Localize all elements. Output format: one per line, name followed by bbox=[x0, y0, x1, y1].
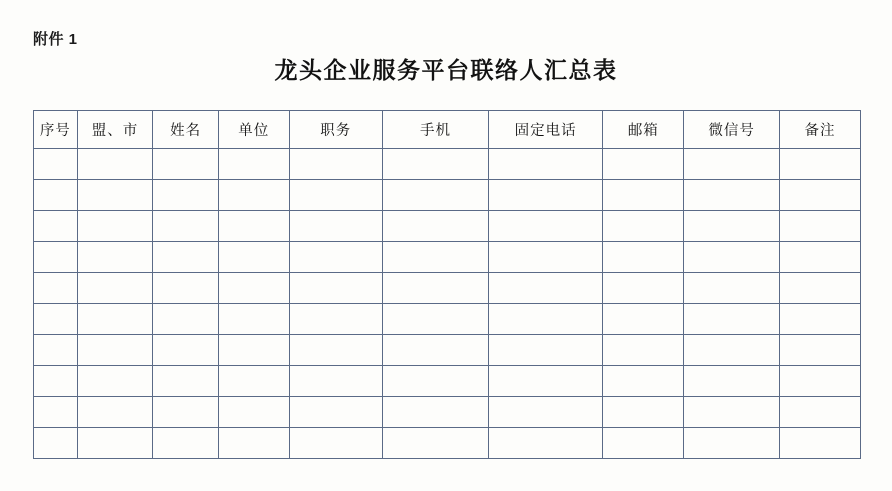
column-header-remarks: 备注 bbox=[779, 111, 860, 149]
table-cell[interactable] bbox=[603, 335, 684, 366]
table-cell[interactable] bbox=[684, 273, 780, 304]
table-row bbox=[34, 180, 861, 211]
table-cell[interactable] bbox=[383, 397, 489, 428]
table-row bbox=[34, 366, 861, 397]
table-cell[interactable] bbox=[153, 428, 218, 459]
table-cell[interactable] bbox=[489, 304, 603, 335]
table-cell[interactable] bbox=[489, 180, 603, 211]
table-cell[interactable] bbox=[77, 335, 153, 366]
table-cell[interactable] bbox=[603, 304, 684, 335]
table-cell[interactable] bbox=[383, 335, 489, 366]
table-cell[interactable] bbox=[684, 211, 780, 242]
table-cell[interactable] bbox=[289, 273, 383, 304]
table-cell[interactable] bbox=[153, 273, 218, 304]
table-cell[interactable] bbox=[489, 397, 603, 428]
table-cell[interactable] bbox=[77, 211, 153, 242]
table-cell[interactable] bbox=[289, 242, 383, 273]
table-cell[interactable] bbox=[779, 211, 860, 242]
table-cell[interactable] bbox=[218, 211, 289, 242]
column-header-position: 职务 bbox=[289, 111, 383, 149]
table-cell[interactable] bbox=[684, 149, 780, 180]
table-cell[interactable] bbox=[218, 273, 289, 304]
column-header-landline: 固定电话 bbox=[489, 111, 603, 149]
table-header-row bbox=[34, 111, 861, 149]
table-cell[interactable] bbox=[77, 180, 153, 211]
table-cell[interactable] bbox=[153, 211, 218, 242]
table-cell[interactable] bbox=[218, 335, 289, 366]
table-cell[interactable] bbox=[489, 428, 603, 459]
table-cell[interactable] bbox=[603, 211, 684, 242]
table-cell[interactable] bbox=[289, 180, 383, 211]
table-cell[interactable] bbox=[684, 335, 780, 366]
table-cell[interactable] bbox=[77, 273, 153, 304]
table-row bbox=[34, 242, 861, 273]
table-cell[interactable] bbox=[34, 149, 78, 180]
table-cell[interactable] bbox=[289, 335, 383, 366]
table-cell[interactable] bbox=[34, 397, 78, 428]
table-row bbox=[34, 304, 861, 335]
column-header-name: 姓名 bbox=[153, 111, 218, 149]
page-title: 龙头企业服务平台联络人汇总表 bbox=[274, 58, 618, 83]
table-cell[interactable] bbox=[34, 180, 78, 211]
column-header-mobile: 手机 bbox=[383, 111, 489, 149]
table-cell[interactable] bbox=[289, 304, 383, 335]
table-cell[interactable] bbox=[779, 180, 860, 211]
table-cell[interactable] bbox=[489, 335, 603, 366]
column-header-wechat: 微信号 bbox=[684, 111, 780, 149]
table-cell[interactable] bbox=[218, 242, 289, 273]
table-cell[interactable] bbox=[34, 273, 78, 304]
table-cell[interactable] bbox=[34, 304, 78, 335]
table-cell[interactable] bbox=[34, 211, 78, 242]
table-cell[interactable] bbox=[603, 273, 684, 304]
table-row bbox=[34, 273, 861, 304]
attachment-label: 附件 1 bbox=[33, 31, 78, 48]
table-cell[interactable] bbox=[383, 428, 489, 459]
table-cell[interactable] bbox=[489, 366, 603, 397]
table-cell[interactable] bbox=[77, 242, 153, 273]
table-cell[interactable] bbox=[34, 366, 78, 397]
table-cell[interactable] bbox=[153, 242, 218, 273]
table-cell[interactable] bbox=[779, 366, 860, 397]
table-cell[interactable] bbox=[289, 428, 383, 459]
table-row bbox=[34, 428, 861, 459]
table-cell[interactable] bbox=[289, 149, 383, 180]
table-cell[interactable] bbox=[153, 149, 218, 180]
column-header-league-city: 盟、市 bbox=[77, 111, 153, 149]
table-cell[interactable] bbox=[684, 304, 780, 335]
table-cell[interactable] bbox=[77, 397, 153, 428]
table-cell[interactable] bbox=[779, 397, 860, 428]
table-row bbox=[34, 211, 861, 242]
table-cell[interactable] bbox=[383, 149, 489, 180]
table-cell[interactable] bbox=[603, 428, 684, 459]
table-cell[interactable] bbox=[153, 180, 218, 211]
table-cell[interactable] bbox=[603, 149, 684, 180]
table-cell[interactable] bbox=[218, 397, 289, 428]
table-cell[interactable] bbox=[603, 397, 684, 428]
table-row bbox=[34, 149, 861, 180]
table-cell[interactable] bbox=[218, 304, 289, 335]
table-cell[interactable] bbox=[77, 304, 153, 335]
table-row bbox=[34, 397, 861, 428]
table-cell[interactable] bbox=[383, 242, 489, 273]
table-cell[interactable] bbox=[779, 304, 860, 335]
table-cell[interactable] bbox=[779, 149, 860, 180]
table-cell[interactable] bbox=[383, 366, 489, 397]
table-cell[interactable] bbox=[684, 242, 780, 273]
column-header-unit: 单位 bbox=[218, 111, 289, 149]
table-cell[interactable] bbox=[489, 273, 603, 304]
table-cell[interactable] bbox=[684, 180, 780, 211]
table-cell[interactable] bbox=[289, 211, 383, 242]
table-cell[interactable] bbox=[603, 242, 684, 273]
table-cell[interactable] bbox=[684, 428, 780, 459]
table-cell[interactable] bbox=[153, 335, 218, 366]
table-cell[interactable] bbox=[34, 335, 78, 366]
column-header-index: 序号 bbox=[34, 111, 78, 149]
table-row bbox=[34, 335, 861, 366]
table-cell[interactable] bbox=[489, 149, 603, 180]
table-cell[interactable] bbox=[383, 304, 489, 335]
table-body bbox=[34, 149, 861, 459]
table-cell[interactable] bbox=[779, 242, 860, 273]
column-header-email: 邮箱 bbox=[603, 111, 684, 149]
contact-table-container bbox=[33, 110, 861, 459]
table-cell[interactable] bbox=[77, 149, 153, 180]
table-cell[interactable] bbox=[603, 366, 684, 397]
table-cell[interactable] bbox=[153, 397, 218, 428]
table-cell[interactable] bbox=[383, 211, 489, 242]
table-cell[interactable] bbox=[489, 211, 603, 242]
table-cell[interactable] bbox=[779, 273, 860, 304]
table-cell[interactable] bbox=[34, 242, 78, 273]
table-cell[interactable] bbox=[289, 366, 383, 397]
table-cell[interactable] bbox=[77, 428, 153, 459]
table-cell[interactable] bbox=[153, 304, 218, 335]
table-cell[interactable] bbox=[779, 335, 860, 366]
table-cell[interactable] bbox=[218, 180, 289, 211]
table-cell[interactable] bbox=[779, 428, 860, 459]
table-cell[interactable] bbox=[383, 180, 489, 211]
table-cell[interactable] bbox=[684, 366, 780, 397]
table-cell[interactable] bbox=[218, 428, 289, 459]
table-cell[interactable] bbox=[489, 242, 603, 273]
table-cell[interactable] bbox=[289, 397, 383, 428]
contact-table bbox=[33, 110, 861, 459]
table-cell[interactable] bbox=[153, 366, 218, 397]
table-cell[interactable] bbox=[684, 397, 780, 428]
table-cell[interactable] bbox=[218, 366, 289, 397]
table-cell[interactable] bbox=[383, 273, 489, 304]
table-cell[interactable] bbox=[218, 149, 289, 180]
table-cell[interactable] bbox=[77, 366, 153, 397]
table-cell[interactable] bbox=[603, 180, 684, 211]
table-cell[interactable] bbox=[34, 428, 78, 459]
